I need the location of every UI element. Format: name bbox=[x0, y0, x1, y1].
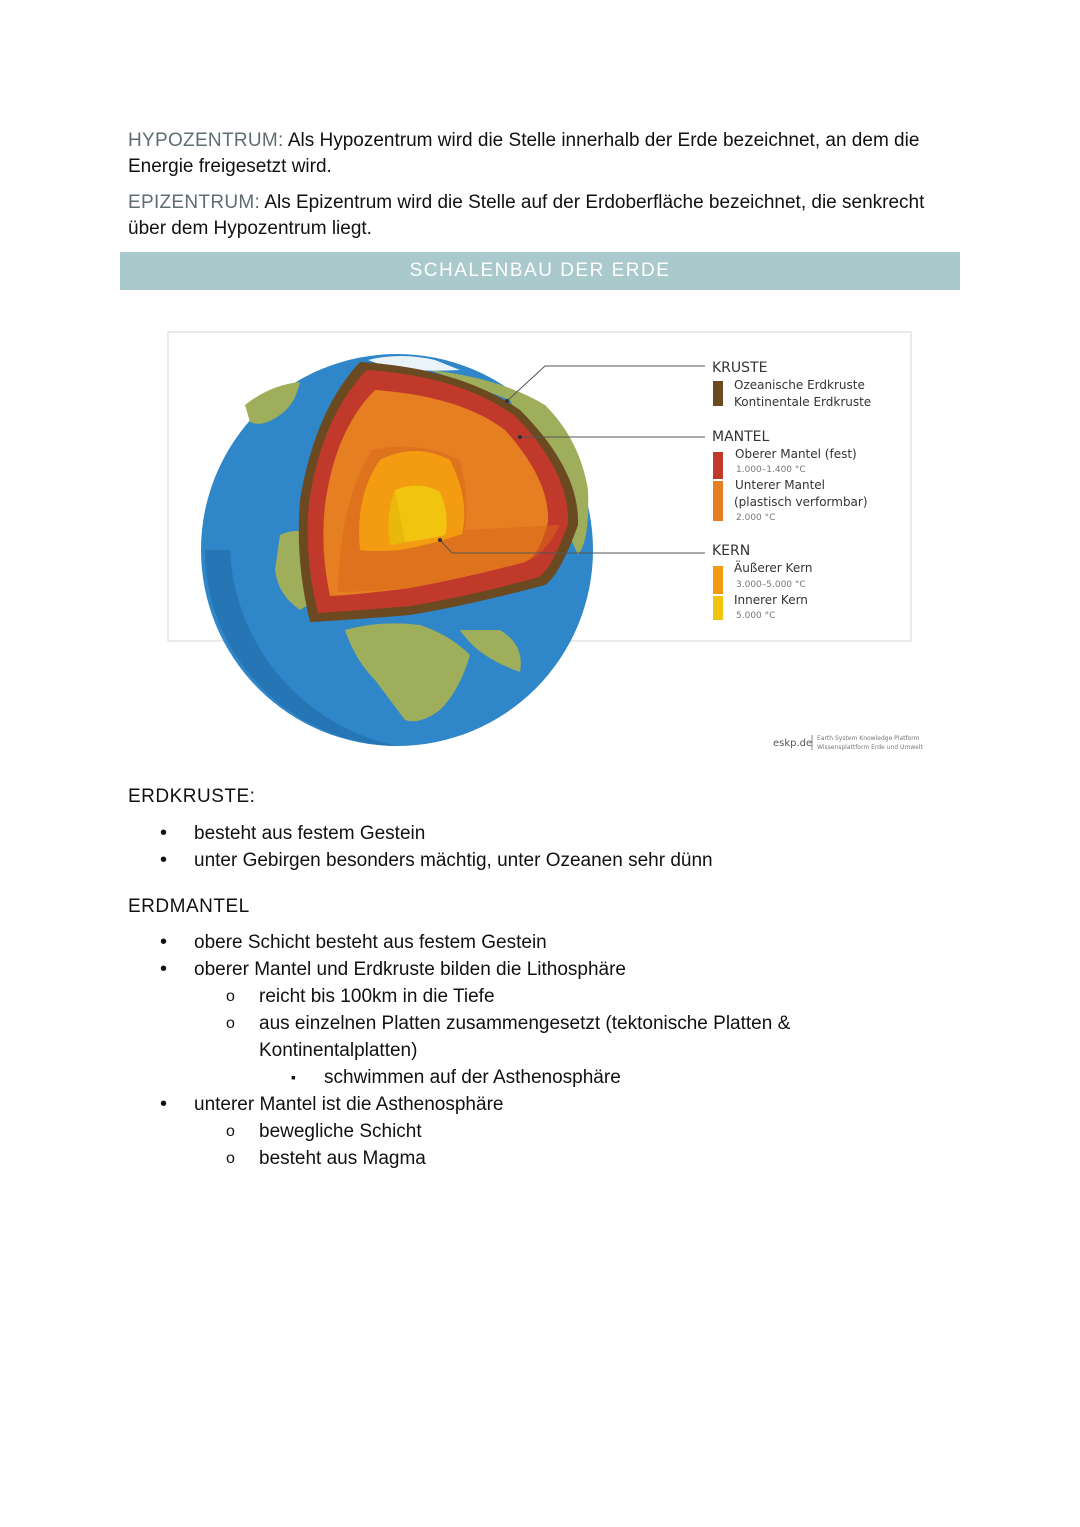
credit-site: eskp.de bbox=[773, 738, 813, 749]
heading-erdkruste: ERDKRUSTE: bbox=[128, 786, 256, 807]
term-epizentrum: EPIZENTRUM: bbox=[128, 192, 261, 213]
swatch-upper-mantle bbox=[713, 452, 723, 479]
legend-innerer-kern: Innerer Kern bbox=[734, 593, 808, 607]
credit-line2: Wissensplattform Erde und Umwelt bbox=[817, 744, 923, 751]
swatch-inner-core bbox=[713, 596, 723, 620]
swatch-lower-mantle bbox=[713, 481, 723, 521]
list-item bbox=[128, 1091, 888, 1172]
globe bbox=[201, 354, 593, 746]
definition-epizentrum bbox=[128, 190, 958, 242]
sub-list-item-text: aus einzelnen Platten zusammengesetzt (tektonische Platten & Kontinentalplatten) bbox=[259, 1013, 791, 1061]
legend-oberer-temp: 1.000–1.400 °C bbox=[736, 465, 806, 475]
list-item-text: unterer Mantel ist die Asthenosphäre bbox=[194, 1094, 504, 1115]
sub-list-item bbox=[194, 1010, 888, 1091]
leader-dot-kern bbox=[438, 538, 442, 542]
legend-kern-title: KERN bbox=[712, 543, 751, 559]
sub-list-item: o reicht bis 100km in die Tiefe bbox=[194, 983, 888, 1010]
definition-hypozentrum bbox=[128, 128, 958, 180]
legend-innerer-temp: 5.000 °C bbox=[736, 611, 776, 621]
legend-aeusserer-temp: 3.000–5.000 °C bbox=[736, 580, 806, 590]
legend-ozeanische: Ozeanische Erdkruste bbox=[734, 378, 865, 392]
list-item-text: obere Schicht besteht aus festem Gestein bbox=[194, 932, 547, 953]
section-banner: SCHALENBAU DER ERDE bbox=[120, 252, 960, 290]
sublist-lithosphaere bbox=[194, 983, 888, 1091]
list-item: • besteht aus festem Gestein bbox=[128, 820, 888, 847]
list-item bbox=[128, 929, 888, 956]
list-item-text: oberer Mantel und Erdkruste bilden die Lithosphäre bbox=[194, 959, 626, 980]
definition-text: Als Hypozentrum wird die Stelle innerhalb der Erde bezeichnet, an dem die Energie freigesetzt wird. bbox=[128, 130, 920, 177]
legend-mantel-title: MANTEL bbox=[712, 429, 770, 445]
legend-oberer-mantel: Oberer Mantel (fest) bbox=[735, 447, 857, 461]
legend-unterer-note: (plastisch verformbar) bbox=[734, 495, 868, 509]
heading-erdmantel: ERDMANTEL bbox=[128, 896, 250, 917]
legend-unterer-mantel: Unterer Mantel bbox=[735, 478, 826, 492]
legend-kontinentale: Kontinentale Erdkruste bbox=[734, 395, 872, 409]
legend-unterer-temp: 2.000 °C bbox=[736, 513, 776, 523]
list-item: • unter Gebirgen besonders mächtig, unter Ozeanen sehr dünn bbox=[128, 847, 888, 874]
leader-dot-kruste bbox=[505, 399, 509, 403]
list-erdmantel bbox=[128, 929, 888, 1172]
term-hypozentrum: HYPOZENTRUM: bbox=[128, 130, 284, 151]
legend-kruste-title: KRUSTE bbox=[712, 360, 768, 376]
leader-dot-mantel bbox=[518, 435, 522, 439]
subsublist-platten bbox=[259, 1064, 888, 1091]
swatch-outer-core bbox=[713, 566, 723, 594]
swatch-kruste bbox=[713, 381, 723, 406]
legend-aeusserer-kern: Äußerer Kern bbox=[734, 561, 813, 575]
list-erdkruste bbox=[128, 820, 888, 874]
sub-sub-list-item: ▪ schwimmen auf der Asthenosphäre bbox=[259, 1064, 888, 1091]
sub-list-item: o bewegliche Schicht bbox=[194, 1118, 888, 1145]
credit-line1: Earth System Knowledge Platform bbox=[817, 735, 920, 742]
sub-list-item: o besteht aus Magma bbox=[194, 1145, 888, 1172]
sublist-asthenosphaere bbox=[194, 1118, 888, 1172]
definition-text: Als Epizentrum wird die Stelle auf der Erdoberfläche bezeichnet, die senkrecht über dem Hypozentrum liegt. bbox=[128, 192, 925, 239]
earth-structure-figure bbox=[0, 300, 1080, 770]
earth-diagram bbox=[0, 300, 1080, 770]
list-item bbox=[128, 956, 888, 1091]
